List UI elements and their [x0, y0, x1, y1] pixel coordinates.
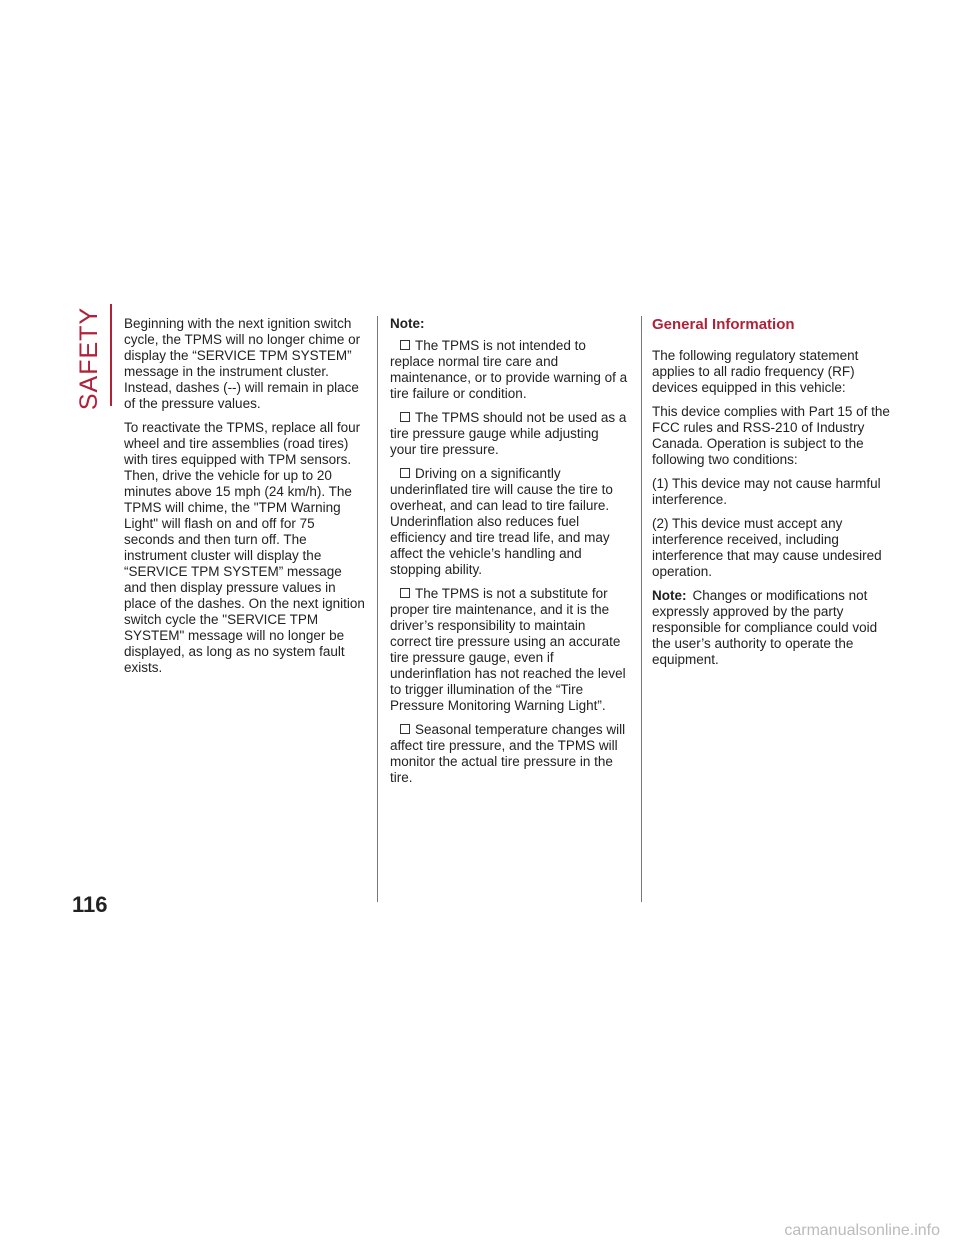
- bullet-text: Driving on a significantly underinflated tire will cause the tire to overheat, and can lead to tire failure. Underinflation also reduces fuel efficiency and tire tread life, and may affect the vehicle’s handling and stopping ability.: [390, 466, 613, 577]
- column-1: [124, 316, 366, 684]
- bullet-text: The TPMS should not be used as a tire pressure gauge while adjusting your tire pressure.: [390, 410, 627, 457]
- page-number: 116: [72, 892, 108, 917]
- checkbox-bullet-icon: [400, 724, 410, 734]
- checkbox-bullet-icon: [400, 588, 410, 598]
- bullet-item: [390, 466, 628, 578]
- bullet-item: [390, 722, 628, 786]
- paragraph: Beginning with the next ignition switch cycle, the TPMS will no longer chime or display the “SERVICE TPM SYSTEM” message in the instrument cluster. Instead, dashes (--) will remain in place of the pressure values.: [124, 316, 361, 411]
- checkbox-bullet-icon: [400, 412, 410, 422]
- paragraph: (1) This device may not cause harmful interference.: [652, 476, 881, 507]
- bullet-text: The TPMS is not a substitute for proper tire maintenance, and it is the driver’s responsibility to maintain correct tire pressure using an accurate tire pressure gauge, even if underinflation has not reached the level to trigger illumination of the “Tire Pressure Monitoring Warning Light”.: [390, 586, 626, 713]
- bullet-item: [390, 338, 628, 402]
- column-divider: [377, 316, 378, 902]
- checkbox-bullet-icon: [400, 468, 410, 478]
- paragraph: This device complies with Part 15 of the FCC rules and RSS-210 of Industry Canada. Operation is subject to the following two conditions:: [652, 404, 890, 467]
- column-divider: [641, 316, 642, 902]
- note-label: Note:: [652, 588, 687, 603]
- checkbox-bullet-icon: [400, 340, 410, 350]
- column-2: [390, 316, 628, 794]
- bullet-text: Seasonal temperature changes will affect tire pressure, and the TPMS will monitor the actual tire pressure in the tire.: [390, 722, 626, 785]
- section-heading: General Information: [652, 316, 795, 333]
- paragraph: To reactivate the TPMS, replace all four wheel and tire assemblies (road tires) with tires equipped with TPM sensors. Then, drive the vehicle for up to 20 minutes above 15 mph (24 km/h). The TPMS will chime, the "TPM Warning Light" will flash on and off for 75 seconds and then turn off. The instrument cluster will display the “SERVICE TPM SYSTEM” message and then display pressure values in place of the dashes. On the next ignition switch cycle the "SERVICE TPM SYSTEM" message will no longer be displayed, as long as no system fault exists.: [124, 420, 365, 675]
- note-label: Note:: [390, 316, 425, 331]
- bullet-item: [390, 586, 628, 714]
- section-tab-bar: [110, 304, 112, 406]
- note-text: Changes or modifications not expressly approved by the party responsible for compliance could void the user’s authority to operate the equipment.: [652, 588, 878, 667]
- watermark: carmanualsonline.info: [784, 1222, 940, 1239]
- bullet-text: The TPMS is not intended to replace normal tire care and maintenance, or to provide warning of a tire failure or condition.: [390, 338, 628, 401]
- column-3: [652, 316, 898, 676]
- note-paragraph: [652, 588, 898, 668]
- paragraph: The following regulatory statement applies to all radio frequency (RF) devices equipped in this vehicle:: [652, 348, 859, 395]
- bullet-item: [390, 410, 628, 458]
- section-tab: [72, 306, 108, 410]
- paragraph: (2) This device must accept any interference received, including interference that may cause undesired operation.: [652, 516, 882, 579]
- section-tab-label: SAFETY: [75, 306, 104, 410]
